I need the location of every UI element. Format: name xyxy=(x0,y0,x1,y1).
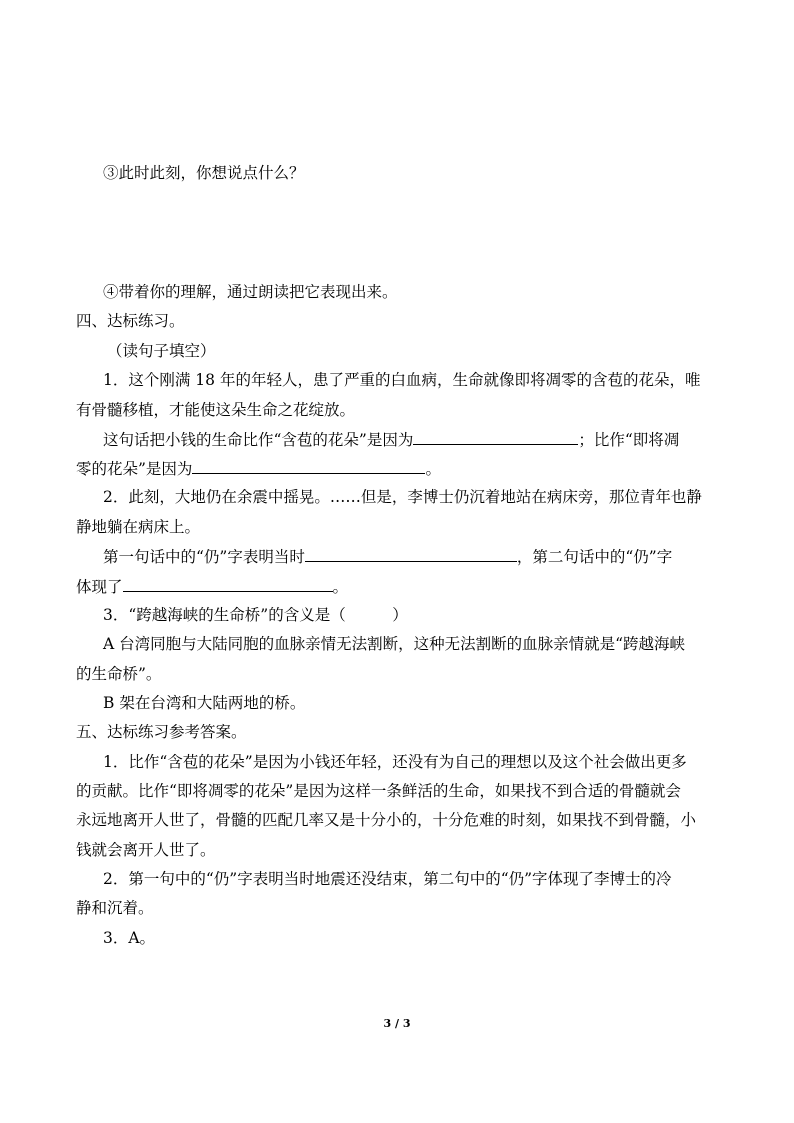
answer-2-line-2: 静和沉着。 xyxy=(76,899,154,917)
answer-2-line-1: 2．第一句中的“仍”字表明当时地震还没结束，第二句中的“仍”字体现了李博士的冷 xyxy=(103,870,672,888)
section-5-heading: 五、达标练习参考答案。 xyxy=(76,723,247,741)
item-2-question-line-2: 体现了 。 xyxy=(76,578,349,596)
fill-blank[interactable] xyxy=(413,429,578,445)
section-4-subtitle: （读句子填空） xyxy=(107,342,216,360)
fill-blank[interactable] xyxy=(192,458,425,474)
item-1-question-line-1: 这句话把小钱的生命比作“含苞的花朵”是因为 ；比作“即将凋 xyxy=(103,431,680,449)
answer-1-line-3: 永远地离开人世了，骨髓的匹配几率又是十分小的，十分危难的时刻，如果找不到骨髓，小 xyxy=(76,811,697,829)
answer-1-line-2: 的贡献。比作“即将凋零的花朵”是因为这样一条鲜活的生命，如果找不到合适的骨髓就会 xyxy=(76,782,681,800)
item-1-line-2: 有骨髓移植，才能使这朵生命之花绽放。 xyxy=(76,401,356,419)
option-a-line-2: 的生命桥”。 xyxy=(76,665,162,683)
option-b: B 架在台湾和大陆两地的桥。 xyxy=(103,694,306,712)
answer-3: 3．A。 xyxy=(103,929,156,947)
option-a-line-1: A 台湾同胞与大陆同胞的血脉亲情无法割断，这种无法割断的血脉亲情就是“跨越海峡 xyxy=(103,635,686,653)
answer-1-line-4: 钱就会离开人世了。 xyxy=(76,841,216,859)
item-2-question-line-1: 第一句话中的“仍”字表明当时 ，第二句话中的“仍”字 xyxy=(103,548,673,566)
page-number: 3 / 3 xyxy=(383,1017,411,1030)
answer-1-line-1: 1．比作“含苞的花朵”是因为小钱还年轻，还没有为自己的理想以及这个社会做出更多 xyxy=(103,753,687,771)
item-3: 3．“跨越海峡的生命桥”的含义是（ ） xyxy=(103,606,408,624)
item-2-line-1: 2．此刻，大地仍在余震中摇晃。……但是，李博士仍沉着地站在病床旁，那位青年也静 xyxy=(103,488,702,506)
item-1-line-1: 1．这个刚满 18 年的年轻人，患了严重的白血病，生命就像即将凋零的含苞的花朵，唯 xyxy=(103,371,701,389)
fill-blank[interactable] xyxy=(123,576,333,592)
item-2-line-2: 静地躺在病床上。 xyxy=(76,518,201,536)
fill-blank[interactable] xyxy=(305,546,517,562)
item-1-question-line-2: 零的花朵”是因为 。 xyxy=(76,460,441,478)
question-3: ③此时此刻，你想说点什么？ xyxy=(103,164,305,182)
section-4-heading: 四、达标练习。 xyxy=(76,312,185,330)
question-4: ④带着你的理解，通过朗读把它表现出来。 xyxy=(103,283,398,301)
